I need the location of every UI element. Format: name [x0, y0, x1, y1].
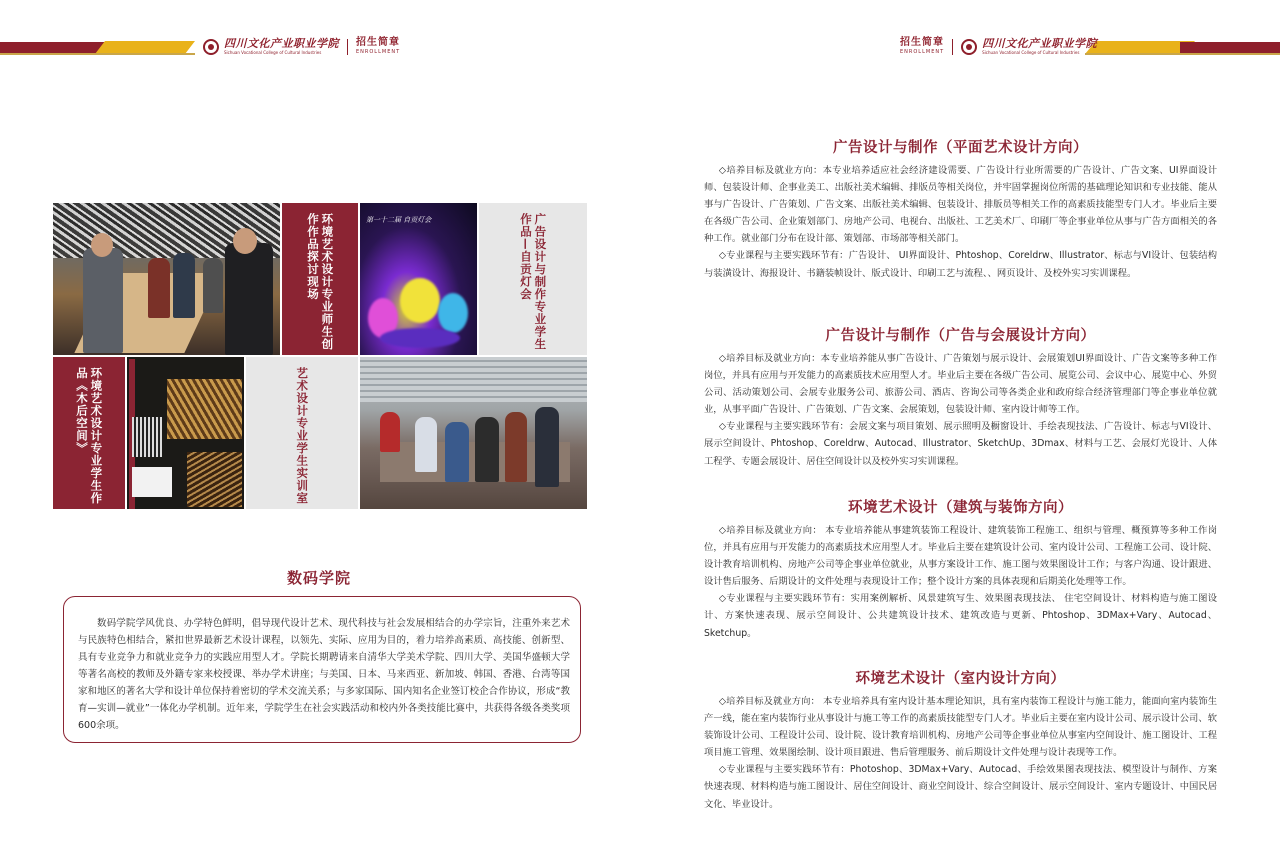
caption-art-training: 艺术设计专业学生实训室 — [295, 367, 310, 505]
header-right-logo — [900, 38, 1097, 55]
caption-ad-lantern-tile — [479, 203, 587, 355]
digital-college-title: 数码学院 — [287, 569, 352, 587]
logo-separator — [347, 39, 348, 55]
enrollment-tag — [900, 38, 944, 55]
school-seal-icon — [203, 39, 219, 55]
school-name: 四川文化产业职业学院 — [982, 37, 1098, 50]
caption-env-teacher: 环境艺术设计专业师生创作作品探讨现场 — [306, 213, 335, 351]
program-goal: ◇培养目标及就业方向： 本专业培养能从事建筑装饰工程设计、建筑装饰工程施工、组织与管理、概预算等多种工作岗位，并具有应用与开发能力的高素质技术应用型人才。毕业后主要在建筑设计公司、室内设计公司、工程施工公司、设计院、设计教育培训机构、房地产公司等企事业单位就业，从事方案设计工作、施工图与效果图设计工作；与客户沟通、设计跟进、设计售后服务、后期设计的文件处理与表现设计工作；整个设计方案的具体表现和后期美化处理等工作。 — [704, 525, 1217, 588]
enrollment-tag-en: ENROLLMENT — [900, 49, 945, 55]
program-courses: ◇专业课程与主要实践环节有：实用案例解析、风景建筑写生、效果图表现技法、 住宅空间设计、材料构造与施工图设计、方案快速表现、展示空间设计、公共建筑设计技术、建筑改造与更新、Phtoshop、3DMax+Vary、Autocad、Sketchup。 — [704, 593, 1217, 639]
enrollment-tag-en: ENROLLMENT — [356, 49, 401, 55]
enrollment-tag-cn: 招生简章 — [900, 37, 944, 48]
header-right-rule — [1085, 53, 1280, 55]
header-right-red-bar — [1180, 42, 1280, 53]
caption-env-teacher-tile — [282, 203, 358, 355]
lantern-banner-text: 第一十二届 自贡灯会 — [366, 216, 432, 224]
program-courses: ◇专业课程与主要实践环节有：Photoshop、3DMax+Vary、Autocad、手绘效果图表现技法、模型设计与制作、方案快速表现、材料构造与施工图设计、居住空间设计、商业空间设计、综合空间设计、展示空间设计、室内专题设计、中国民居文化、毕业设计。 — [704, 764, 1217, 810]
school-name-en: Sichuan Vocational College of Cultural Industries — [982, 50, 1080, 55]
photo-lantern-festival — [360, 203, 477, 355]
program-title: 广告设计与制作（广告与会展设计方向） — [825, 328, 1096, 344]
caption-art-training-tile — [246, 357, 358, 509]
digital-college-body: 数码学院学风优良、办学特色鲜明，倡导现代设计艺术、现代科技与社会发展相结合的办学宗旨，注重外来艺术与民族特色相结合，紧扣世界最新艺术设计课程，以领先、实际、应用为目的，着力培养高素质、高技能、创新型、具有专业竞争力和就业竞争力的实践应用型人才。学院长期聘请来自清华大学美术学院、四川大学、美国华盛顿大学等著名高校的教师及外籍专家来校授课、举办学术讲座；与美国、日本、马来西亚、新加坡、韩国、香港、台湾等国家和地区的著名大学和设计单位保持着密切的学术交流关系；与多家国际、国内知名企业签订校企合作协议，形成“教育—实训—就业”一体化办学机制。近年来，学院学生在社会实践活动和校内外各类技能比赛中，共获得各级各类奖项600余项。 — [78, 618, 570, 731]
caption-env-student: 环境艺术设计专业学生作品《木后空间》 — [75, 367, 104, 505]
program-env-architecture — [704, 496, 1217, 642]
program-courses: ◇专业课程与主要实践环节有：会展文案与项目策划、展示照明及橱窗设计、手绘表现技法、广告设计、标志与VI设计、展示空间设计、Phtoshop、Coreldrw、Autocad、Illustrator、SketchUp、3Dmax、材料与工艺、会展灯光设计、人体工程学、专题会展设计、居住空间设计以及校外实习实训课程。 — [704, 421, 1217, 467]
photo-training-studio — [360, 357, 587, 509]
program-env-interior — [704, 667, 1217, 813]
caption-ad-lantern: 广告设计与制作专业学生作品—自贡灯会 — [519, 213, 548, 351]
program-goal: ◇培养目标及就业方向：本专业培养能从事广告设计、广告策划与展示设计、会展策划UI界面设计、广告文案等多种工作岗位，并具有应用与开发能力的高素质技术应用型人才。毕业后主要在各级广告公司、展览公司、会议中心、展览中心、外贸公司、活动策划公司、会展专业服务公司、旅游公司、酒店、咨询公司等各类企业和政府综合经济管理部门等企事业单位就业，从事平面广告设计、广告策划、广告文案、会展策划，包装设计师、室内设计师等工作。 — [704, 353, 1217, 416]
digital-college-intro-box — [63, 596, 581, 743]
caption-env-student-tile — [53, 357, 125, 509]
enrollment-tag-cn: 招生简章 — [356, 37, 400, 48]
program-title: 环境艺术设计（室内设计方向） — [855, 671, 1066, 687]
school-name-block — [224, 38, 339, 55]
program-title: 广告设计与制作（平面艺术设计方向） — [833, 140, 1088, 156]
program-ad-graphic — [704, 136, 1217, 282]
header-left-logo — [203, 38, 400, 55]
program-courses: ◇专业课程与主要实践环节有：广告设计、 UI界面设计、Phtoshop、Coreldrw、Illustrator、标志与VI设计、包装结构与装潢设计、海报设计、书籍装帧设计、版式设计、印刷工艺与流程、、网页设计、及校外实习实训课程。 — [704, 250, 1217, 279]
photo-workshop-discussion — [53, 203, 280, 355]
program-title: 环境艺术设计（建筑与装饰方向） — [848, 500, 1073, 516]
school-name-en: Sichuan Vocational College of Cultural Industries — [224, 50, 322, 55]
school-seal-icon — [961, 39, 977, 55]
header-left-rule — [0, 53, 195, 55]
logo-separator — [952, 39, 953, 55]
school-name: 四川文化产业职业学院 — [224, 37, 339, 50]
program-goal: ◇培养目标及就业方向： 本专业培养具有室内设计基本理论知识，具有室内装饰工程设计与施工能力，能面向室内装饰生产一线，能在室内装饰行业从事设计与施工等工作的高素质技能型专门人才。毕业后主要在室内设计公司、展示设计公司、软装饰设计公司、工程设计公司、设计院、设计教育培训机构、房地产公司等企事业单位从事室内空间设计、施工图设计、工程项目施工管理、效果图绘制、设计项目跟进、售后管理服务、前后期设计文件处理与设计表现等工作。 — [704, 696, 1217, 759]
header-left-red-bar — [0, 42, 110, 53]
photo-wood-installation — [127, 357, 244, 509]
program-ad-exhibition — [704, 324, 1217, 470]
program-goal: ◇培养目标及就业方向：本专业培养适应社会经济建设需要、广告设计行业所需要的广告设计、广告文案、UI界面设计师、包装设计师、企事业美工、出版社美术编辑、排版员等相关岗位，并牢固掌握岗位所需的基础理论知识和专业技能、能从事与广告设计、广告策划、广告文案、出版社美术编辑、包装设计、排版员等相关工作的高素质技能型专门人才。毕业后主要在各级广告公司、企业策划部门、房地产公司、电视台、出版社、工艺美术厂、印刷厂等企事业单位从事与广告方面相关的各种工作。就业部门分布在设计部、策划部、市场部等相关部门。 — [704, 165, 1217, 245]
enrollment-tag — [356, 38, 400, 55]
school-name-block — [982, 38, 1097, 55]
